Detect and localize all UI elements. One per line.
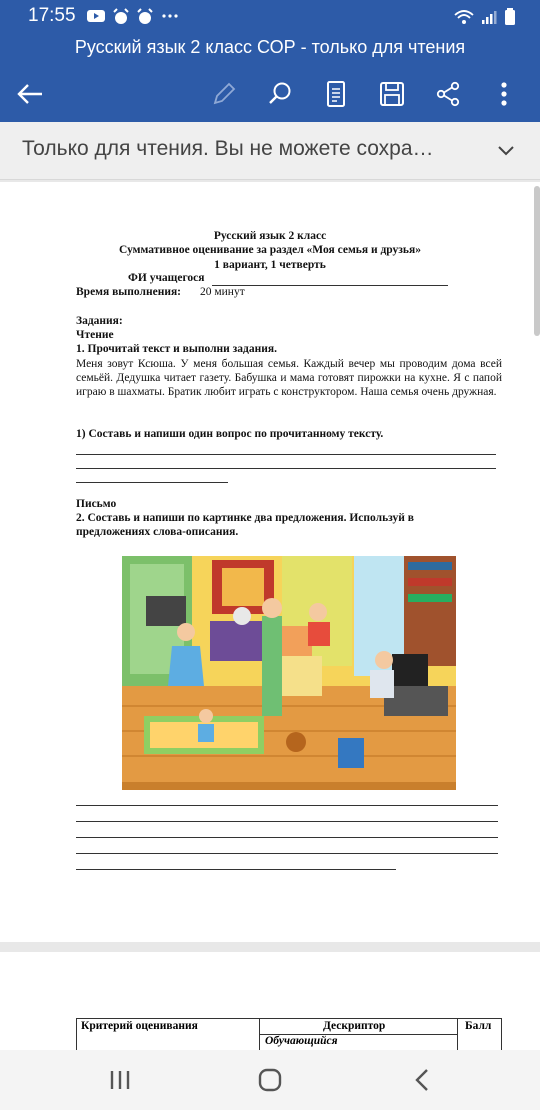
task2-instruction-line1: 2. Составь и напиши по картинке два предложения. Используй в bbox=[76, 512, 414, 524]
student-name-line bbox=[212, 285, 448, 286]
search-icon bbox=[267, 81, 293, 107]
question1-prompt: 1) Составь и напиши один вопрос по прочитанному тексту. bbox=[76, 428, 384, 440]
chevron-down-icon[interactable] bbox=[496, 140, 516, 160]
save-button[interactable] bbox=[372, 74, 412, 114]
criteria-header: Критерий оценивания bbox=[81, 1020, 198, 1032]
read-only-banner[interactable] bbox=[0, 122, 540, 180]
home-icon bbox=[258, 1068, 282, 1092]
answer-line bbox=[76, 482, 228, 483]
share-button[interactable] bbox=[428, 74, 468, 114]
status-bar bbox=[0, 0, 540, 34]
descriptor-header: Дескриптор bbox=[323, 1020, 386, 1032]
time-label: Время выполнения: bbox=[76, 286, 181, 298]
writing-line bbox=[76, 837, 498, 838]
toolbar bbox=[0, 64, 540, 122]
save-icon bbox=[379, 81, 405, 107]
arrow-left-icon bbox=[16, 82, 44, 106]
battery-icon bbox=[504, 8, 516, 26]
task1-instruction: 1. Прочитай текст и выполни задания. bbox=[76, 343, 277, 355]
search-button[interactable] bbox=[260, 74, 300, 114]
writing-line bbox=[76, 853, 498, 854]
chevron-left-icon bbox=[414, 1068, 430, 1092]
criteria-table bbox=[76, 1018, 502, 1052]
more-options-button[interactable] bbox=[484, 74, 524, 114]
reading-text: Меня зовут Ксюша. У меня большая семья. Каждый вечер мы проводим дома всей семьёй. Дедушка читает газету. Бабушка и мама готовят пирожки на кухне. Я с папой играю в шахматы. Братик любит играть с конструктором. Наша семья очень дружная. bbox=[76, 358, 502, 398]
answer-line bbox=[76, 454, 496, 455]
back-button[interactable] bbox=[10, 74, 50, 114]
task2-instruction-line2: предложениях слова-описания. bbox=[76, 526, 239, 538]
scrollbar-thumb[interactable] bbox=[534, 186, 540, 336]
wifi-icon bbox=[454, 9, 474, 25]
system-navigation-bar bbox=[0, 1050, 540, 1110]
recent-apps-button[interactable] bbox=[100, 1064, 140, 1096]
doc-heading-subject: Русский язык 2 класс bbox=[213, 230, 327, 242]
alarm-icon bbox=[112, 8, 130, 26]
score-header: Балл bbox=[465, 1020, 492, 1032]
document-page-2 bbox=[0, 952, 540, 1052]
pencil-icon bbox=[211, 81, 237, 107]
signal-icon bbox=[480, 9, 498, 25]
back-nav-button[interactable] bbox=[402, 1064, 442, 1096]
writing-line bbox=[76, 869, 396, 870]
doc-heading-assessment: Суммативное оценивание за раздел «Моя семья и друзья» bbox=[119, 244, 421, 256]
doc-heading-variant: 1 вариант, 1 четверть bbox=[214, 259, 326, 271]
answer-line bbox=[76, 468, 496, 469]
writing-section-label: Письмо bbox=[76, 498, 117, 510]
youtube-notification-icon bbox=[86, 8, 106, 24]
document-title: Русский язык 2 класс СОР - только для чтения bbox=[0, 34, 540, 64]
read-only-message: Только для чтения. Вы не можете сохра… bbox=[22, 137, 434, 160]
reading-section-label: Чтение bbox=[76, 329, 114, 341]
tasks-label: Задания: bbox=[76, 315, 123, 327]
family-illustration bbox=[122, 556, 456, 790]
more-notifications-icon bbox=[160, 8, 180, 24]
reading-view-button[interactable] bbox=[316, 74, 356, 114]
descriptor-subheader: Обучающийся bbox=[265, 1035, 338, 1047]
home-button[interactable] bbox=[250, 1064, 290, 1096]
recent-apps-icon bbox=[108, 1069, 132, 1091]
alarm-icon-2 bbox=[136, 8, 154, 26]
edit-button[interactable] bbox=[204, 74, 244, 114]
writing-line bbox=[76, 805, 498, 806]
document-view-icon bbox=[325, 80, 347, 108]
document-page bbox=[0, 182, 540, 942]
status-time: 17:55 bbox=[28, 5, 76, 26]
more-vertical-icon bbox=[500, 81, 508, 107]
time-value: 20 минут bbox=[200, 286, 245, 298]
share-icon bbox=[435, 81, 461, 107]
student-name-label: ФИ учащегося bbox=[128, 272, 205, 284]
writing-line bbox=[76, 821, 498, 822]
